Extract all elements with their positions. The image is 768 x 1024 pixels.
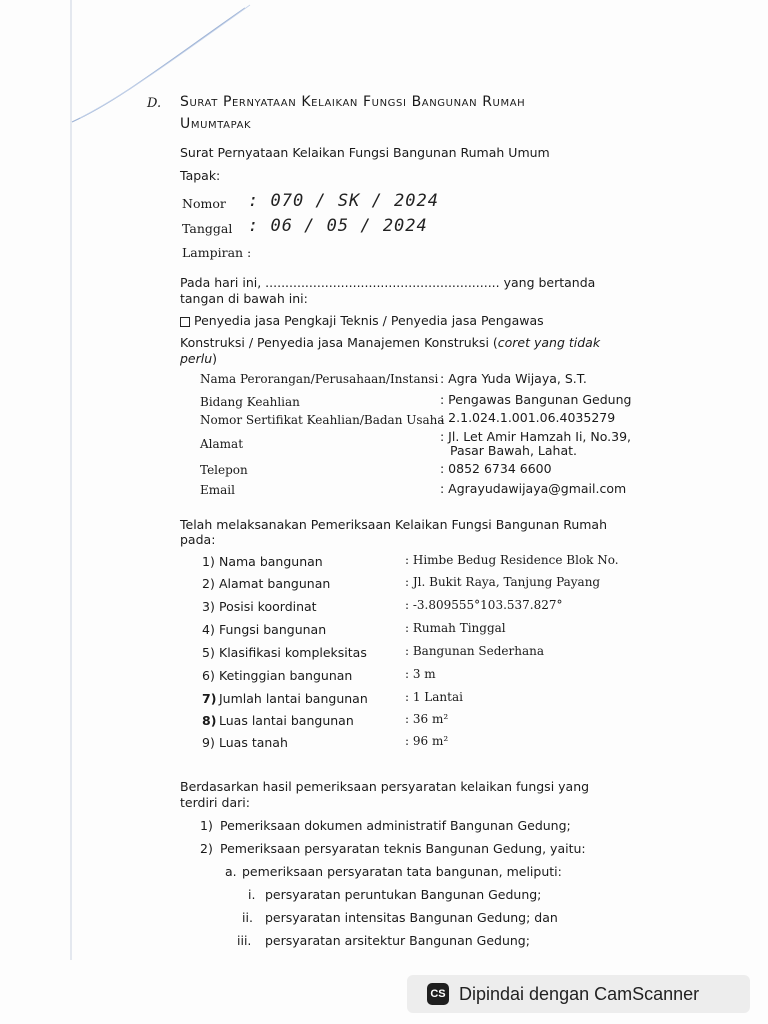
identity-value-address2: Pasar Bawah, Lahat. xyxy=(450,443,577,458)
building-label-5: Klasifikasi kompleksitas xyxy=(219,645,367,660)
roles-line2 xyxy=(180,335,600,350)
building-num-2: 2) xyxy=(202,576,215,591)
building-num-7: 7) xyxy=(202,691,217,706)
building-label-1: Nama bangunan xyxy=(219,554,323,569)
nomor-value: : 070 / SK / 2024 xyxy=(248,191,439,211)
identity-value-email: : Agrayudawijaya@gmail.com xyxy=(440,481,627,496)
checkbox-icon xyxy=(180,317,190,327)
building-label-6: Ketinggian bangunan xyxy=(219,668,353,683)
identity-label-address: Alamat xyxy=(200,437,244,451)
camscanner-text: Dipindai dengan CamScanner xyxy=(459,983,700,1004)
basis-line1: Berdasarkan hasil pemeriksaan persyaratan kelaikan fungsi yang xyxy=(180,779,590,794)
camscanner-watermark xyxy=(407,975,750,1013)
intro-line1: Pada hari ini, ........................................................... yang bertanda xyxy=(180,275,596,290)
roles-italic2: perlu xyxy=(180,351,213,366)
lampiran-label: Lampiran : xyxy=(182,245,252,260)
building-value-5: : Bangunan Sederhana xyxy=(405,644,545,658)
identity-label-field: Bidang Keahlian xyxy=(200,395,300,409)
basis-roman-3: persyaratan arsitektur Bangunan Gedung; xyxy=(265,933,530,948)
building-value-1: : Himbe Bedug Residence Blok No. xyxy=(405,553,619,567)
basis-num-2: 2) xyxy=(200,841,213,856)
building-value-7: : 1 Lantai xyxy=(405,690,463,704)
inspection-line1: Telah melaksanakan Pemeriksaan Kelaikan Fungsi Bangunan Rumah xyxy=(180,517,608,532)
identity-label-cert: Nomor Sertifikat Keahlian/Badan Usaha xyxy=(200,413,445,427)
section-title-line1: Surat Pernyataan Kelaikan Fungsi Bangunan Rumah xyxy=(180,94,526,110)
identity-value-address: : Jl. Let Amir Hamzah Ii, No.39, xyxy=(440,429,632,444)
scan-edge-line xyxy=(70,0,72,960)
building-value-2: : Jl. Bukit Raya, Tanjung Payang xyxy=(405,575,601,589)
pen-stroke-mark xyxy=(0,0,280,130)
identity-value-field: : Pengawas Bangunan Gedung xyxy=(440,392,632,407)
basis-roman-num-3: iii. xyxy=(237,933,252,948)
basis-sub-a-num: a. xyxy=(225,864,237,879)
building-label-8: Luas lantai bangunan xyxy=(219,713,354,728)
section-title-line2: Umumtapak xyxy=(180,116,252,132)
building-num-5: 5) xyxy=(202,645,215,660)
basis-num-1: 1) xyxy=(200,818,213,833)
building-num-8: 8) xyxy=(202,713,217,728)
roles-text2: Konstruksi / Penyedia jasa Manajemen Konstruksi ( xyxy=(180,335,498,350)
building-label-3: Posisi koordinat xyxy=(219,599,317,614)
building-label-9: Luas tanah xyxy=(219,735,288,750)
tanggal-value: : 06 / 05 / 2024 xyxy=(248,216,428,236)
roles-line xyxy=(180,313,544,328)
basis-roman-2: persyaratan intensitas Bangunan Gedung; dan xyxy=(265,910,558,925)
basis-sub-a-text: pemeriksaan persyaratan tata bangunan, meliputi: xyxy=(242,864,562,879)
building-label-2: Alamat bangunan xyxy=(219,576,331,591)
roles-line3 xyxy=(180,351,217,366)
roles-italic: coret yang tidak xyxy=(497,335,601,350)
identity-value-name: : Agra Yuda Wijaya, S.T. xyxy=(440,371,587,386)
identity-label-email: Email xyxy=(200,483,235,497)
building-value-4: : Rumah Tinggal xyxy=(405,621,506,635)
building-value-6: : 3 m xyxy=(405,667,436,681)
building-num-1: 1) xyxy=(202,554,215,569)
basis-roman-num-2: ii. xyxy=(242,910,253,925)
building-value-9: : 96 m² xyxy=(405,734,449,748)
building-value-8: : 36 m² xyxy=(405,712,449,726)
inspection-line2: pada: xyxy=(180,532,216,547)
building-num-6: 6) xyxy=(202,668,215,683)
building-label-7: Jumlah lantai bangunan xyxy=(219,691,368,706)
intro-line2: tangan di bawah ini: xyxy=(180,291,308,306)
identity-label-phone: Telepon xyxy=(200,463,248,477)
building-num-4: 4) xyxy=(202,622,215,637)
basis-item-1: Pemeriksaan dokumen administratif Bangunan Gedung; xyxy=(220,818,571,833)
basis-line2: terdiri dari: xyxy=(180,795,250,810)
basis-roman-1: persyaratan peruntukan Bangunan Gedung; xyxy=(265,887,542,902)
building-num-9: 9) xyxy=(202,735,215,750)
letter-subtitle: Surat Pernyataan Kelaikan Fungsi Bangunan Rumah Umum xyxy=(180,145,550,160)
basis-roman-num-1: i. xyxy=(248,887,256,902)
basis-item-2: Pemeriksaan persyaratan teknis Bangunan Gedung, yaitu: xyxy=(220,841,586,856)
building-label-4: Fungsi bangunan xyxy=(219,622,327,637)
section-letter: D. xyxy=(147,96,162,111)
identity-label-name: Nama Perorangan/Perusahaan/Instansi xyxy=(200,372,439,386)
tanggal-label: Tanggal xyxy=(182,221,233,236)
identity-value-phone: : 0852 6734 6600 xyxy=(440,461,552,476)
identity-value-cert: : 2.1.024.1.001.06.4035279 xyxy=(440,410,616,425)
tapak-label: Tapak: xyxy=(180,168,221,183)
roles-text: Penyedia jasa Pengkaji Teknis / Penyedia jasa Pengawas xyxy=(194,313,544,328)
building-num-3: 3) xyxy=(202,599,215,614)
nomor-label: Nomor xyxy=(182,196,226,211)
building-value-3: : -3.809555°103.537.827° xyxy=(405,598,563,612)
camscanner-logo-icon: CS xyxy=(427,983,449,1005)
roles-close: ) xyxy=(212,351,218,366)
